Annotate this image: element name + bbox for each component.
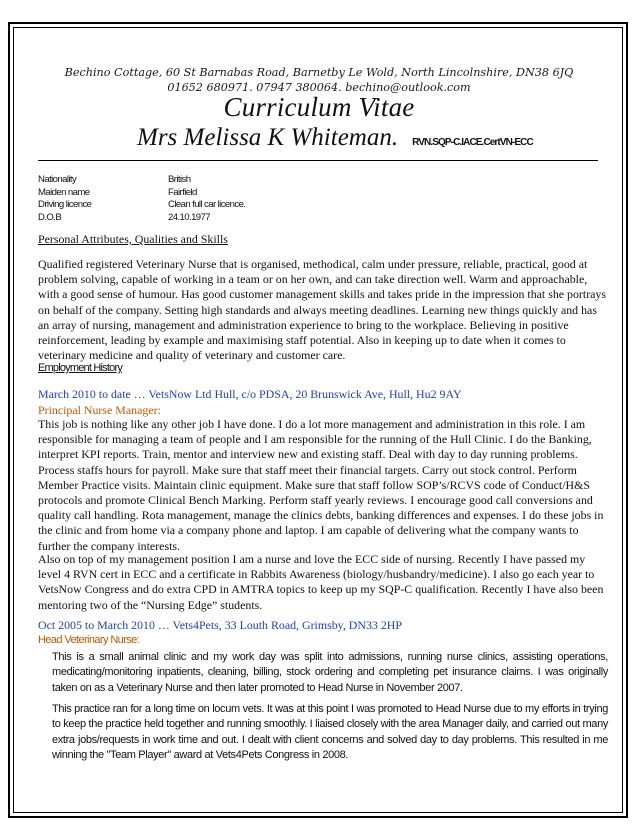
employment-heading: Employment History	[38, 362, 123, 374]
fact-label: Maiden name	[38, 186, 90, 198]
fact-row	[38, 187, 245, 200]
header-divider	[38, 160, 598, 161]
job-role: Principal Nurse Manager:	[38, 403, 161, 417]
document-title: Curriculum Vitae	[223, 92, 415, 122]
job-dates-place: March 2010 to date … VetsNow Ltd Hull, c/o PDSA, 20 Brunswick Ave, Hull, Hu2 9AY	[38, 387, 462, 401]
job-paragraph: This job is nothing like any other job I have done. I do a lot more management and administration in this role. I am responsible for managing a team of people and I am responsible for the running of the Hull Clinic. I do the Banking, interpret KPI reports. Train, mentor and interview new and existing staff. Deal with day to day running problems. Process staffs hours for payroll. Make sure that staff meet their financial targets. Carry out stock control. Perform Member Practice visits. Maintain clinic equipment. Make sure that staff follow SOP’s/RCVS code of Conduct/H&S protocols and promote Clinical Bench Marking. Perform staff yearly reviews. I encourage good call conversions and quality call handling. Rota management, manage the clinics debts, banking differences and expenses. I do these jobs in the clinic and from home via a company phone and laptop. I am capable of delivering what the company wants to further the company interests.	[38, 417, 604, 553]
fact-row	[38, 199, 245, 212]
qualifications: RVN.SQP-C.IACE.CertVN-ECC	[412, 137, 533, 148]
job-dates-place: Oct 2005 to March 2010 … Vets4Pets, 33 Louth Road, Grimsby, DN33 2HP	[38, 618, 402, 632]
fact-label: Nationality	[38, 174, 77, 185]
job-paragraph: Also on top of my management position I am a nurse and love the ECC side of nursing. Recently I have passed my level 4 RVN cert in ECC and a certificate in Rabbits Awareness (biology/husbandry/medicine). I also go each year to VetsNow Congress and do extra CPD in AMTRA topics to keep up my SQP-C qualification. Recently I have also been mentoring two of the “Nursing Edge” students.	[38, 552, 604, 612]
job-paragraph: This practice ran for a long time on locum vets. It was at this point I was promoted to Head Nurse due to my efforts in trying to keep the practice held together and running smoothly. I liaised closely with the area Manager daily, and carried out many extra jobs/requests in work time and out. I dealt with client concerns and solved day to day problems. This resulted in me winning the "Team Player" award at Vets4Pets Congress in 2008.	[52, 703, 608, 762]
personal-facts	[38, 174, 245, 224]
fact-value: Clean full car licence.	[168, 199, 246, 210]
candidate-name: Mrs Melissa K Whiteman.	[137, 124, 399, 151]
attributes-text: Qualified registered Veterinary Nurse that is organised, methodical, calm under pressure, reliable, practical, good at problem solving, capable of working in a team or on her own, and can take direction well. Warm and approachable, with a good sense of humour. Has good customer management skills and takes pride in the impression that she portrays on behalf of the company. Setting high standards and always meeting deadlines. Learning new things quickly and has an array of nursing, management and administration experience to bring to the workplace. Believing in positive reinforcement, leading by example and maximising staff potential. Also in keeping up to date when it comes to veterinary medicine and quality of veterinary and customer care.	[38, 257, 606, 363]
fact-value: British	[168, 174, 191, 185]
fact-label: D.O.B	[38, 211, 62, 223]
job-role: Head Veterinary Nurse:	[38, 634, 140, 646]
attributes-heading: Personal Attributes, Qualities and Skills	[38, 232, 228, 246]
fact-row	[38, 174, 245, 187]
fact-value: Fairfield	[168, 186, 197, 198]
fact-row	[38, 212, 245, 225]
contact-line: 01652 680971. 07947 380064. bechino@outlook.com	[167, 81, 471, 94]
fact-label: Driving licence	[38, 199, 92, 210]
job-paragraph: This is a small animal clinic and my work day was split into admissions, running nurse clinics, assisting operations, medicating/monitoring inpatients, cleaning, billing, stock ordering and completing pet insurance claims. I was originally taken on as a Veterinary Nurse and then later promoted to Head Nurse in November 2007.	[52, 651, 608, 694]
fact-value: 24.10.1977	[168, 211, 211, 223]
name-line	[137, 124, 533, 152]
address-line: Bechino Cottage, 60 St Barnabas Road, Barnetby Le Wold, North Lincolnshire, DN38 6JQ	[64, 66, 574, 79]
